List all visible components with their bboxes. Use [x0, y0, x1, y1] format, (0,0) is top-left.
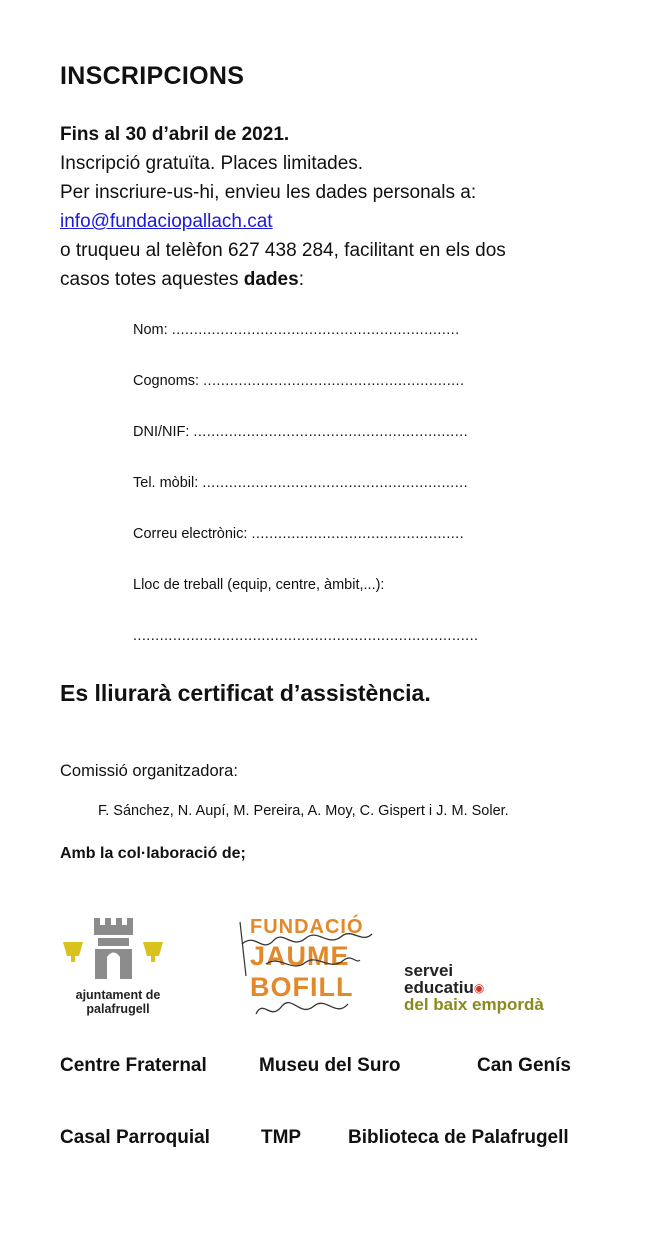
cases-text: casos totes aquestes dades:: [60, 269, 304, 290]
ajuntament-logo-text: ajuntament de palafrugell: [75, 988, 161, 1016]
servei-line3: del baix empordà: [404, 995, 544, 1014]
field-surname-label: Cognoms:: [133, 373, 200, 389]
bofill-line2: JAUME: [250, 941, 350, 971]
collaboration-label: Amb la col·laboració de;: [60, 845, 246, 862]
partner-tmp: TMP: [261, 1127, 302, 1148]
servei-line1: servei: [404, 961, 454, 980]
signature-icon: [236, 914, 376, 1026]
field-dni: DNI/NIF: ..............................................................: [133, 424, 468, 440]
servei-educatiu-logo: [404, 962, 594, 1022]
partner-can-genis: Can Genís: [477, 1055, 571, 1076]
partner-centre-fraternal: Centre Fraternal: [60, 1055, 207, 1076]
field-surname: Cognoms: ...........................................................: [133, 373, 465, 389]
field-mobile: Tel. mòbil: ............................................................: [133, 475, 469, 491]
field-dni-label: DNI/NIF:: [133, 424, 190, 440]
field-email-label: Correu electrònic:: [133, 526, 248, 542]
partner-biblioteca: Biblioteca de Palafrugell: [348, 1127, 569, 1148]
phone-text: o truqueu al telèfon 627 438 284, facilitant en els dos: [60, 240, 506, 261]
ajuntament-logo: [58, 912, 178, 1022]
free-text: Inscripció gratuïta. Places limitades.: [60, 153, 364, 174]
page-title: INSCRIPCIONS: [60, 62, 245, 90]
deadline-text: Fins al 30 d’abril de 2021.: [60, 124, 290, 145]
committee-members: F. Sánchez, N. Aupí, M. Pereira, A. Moy, C. Gispert i J. M. Soler.: [98, 803, 509, 819]
bofill-line1: FUNDACIÓ: [250, 916, 364, 938]
partner-museu-suro: Museu del Suro: [259, 1055, 401, 1076]
field-workplace-line: ..............................................................................: [133, 628, 479, 644]
red-dot-icon: ◉: [473, 981, 485, 995]
field-name: Nom: .................................................................: [133, 322, 460, 338]
partner-casal-parroquial: Casal Parroquial: [60, 1127, 210, 1148]
field-email: Correu electrònic: ................................................: [133, 526, 465, 542]
email-link[interactable]: info@fundaciopallach.cat: [60, 211, 273, 232]
field-mobile-label: Tel. mòbil:: [133, 475, 199, 491]
registration-info: [60, 120, 620, 294]
send-data-text: Per inscriure-us-hi, envieu les dades personals a:: [60, 182, 477, 203]
servei-line2: educatiu◉: [404, 978, 485, 997]
committee-label: Comissió organitzadora:: [60, 762, 238, 780]
field-workplace: [133, 577, 384, 593]
field-workplace-label: Lloc de treball (equip, centre, àmbit,...):: [133, 577, 385, 593]
certificate-notice: Es lliurarà certificat d’assistència.: [60, 680, 431, 706]
bofill-line3: BOFILL: [250, 972, 354, 1002]
field-name-label: Nom:: [133, 322, 168, 338]
bofill-logo: [236, 914, 376, 1026]
